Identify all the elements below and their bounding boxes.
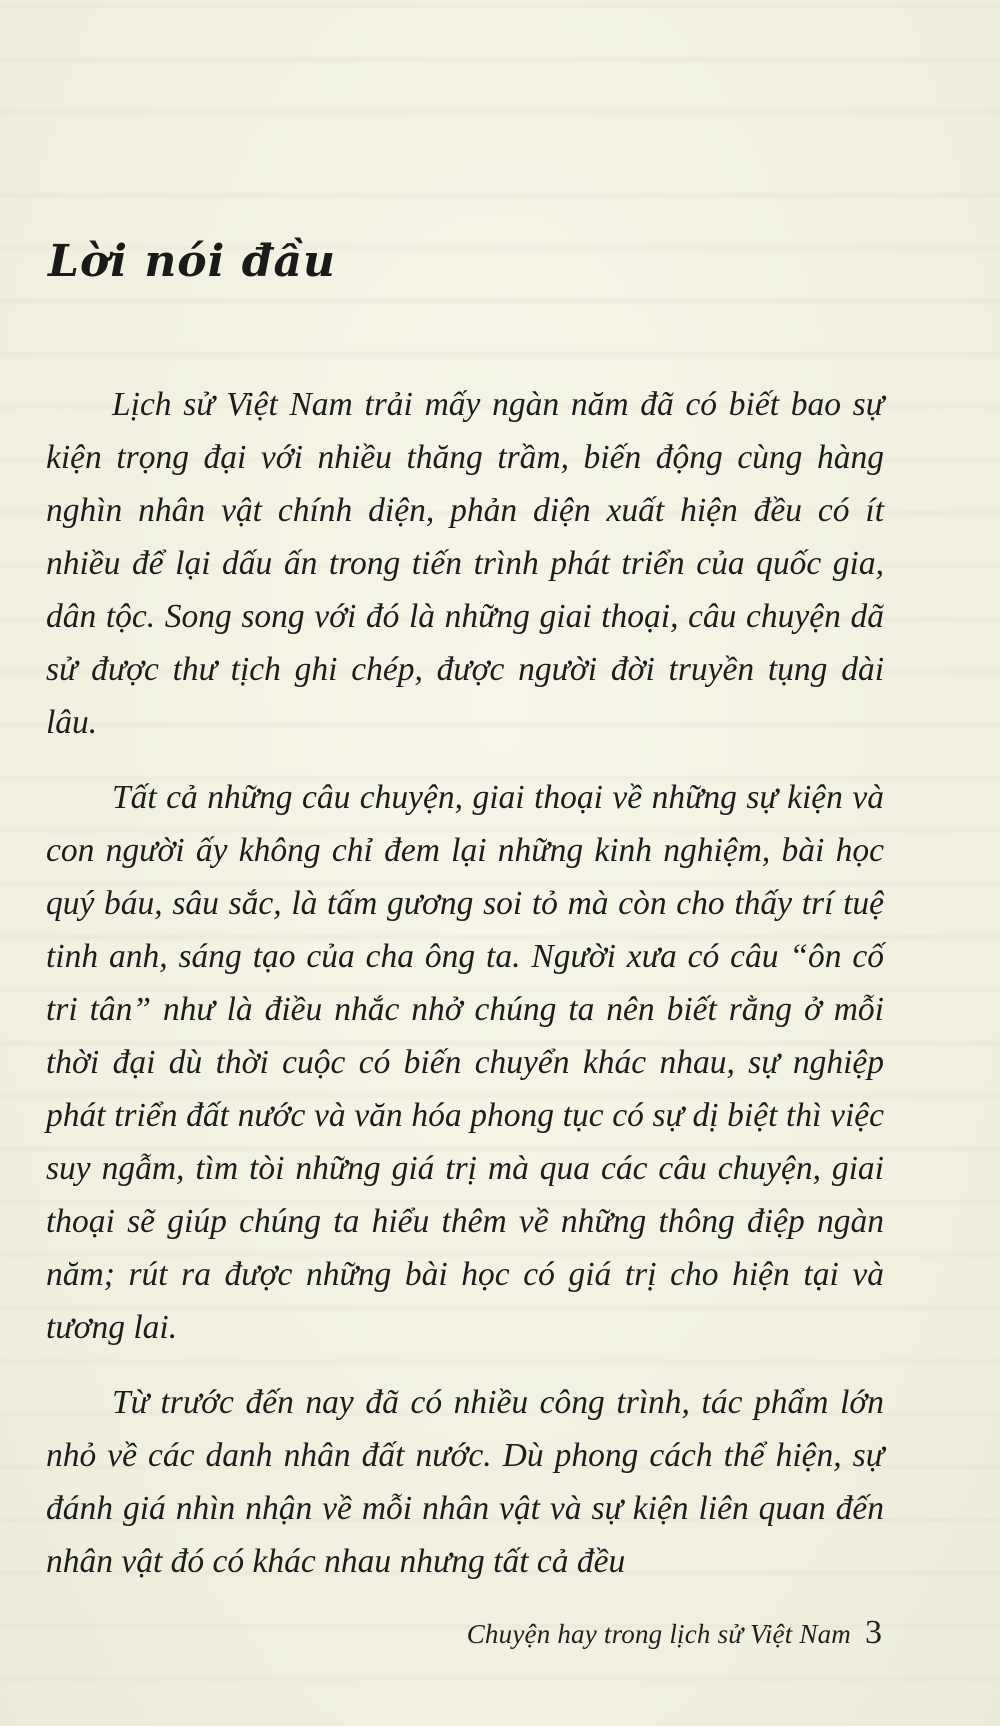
paragraph-3: Từ trước đến nay đã có nhiều công trình, tác phẩm lớn nhỏ về các danh nhân đất nước. Dù phong cách thể hiện, sự đánh giá nhìn nhận về mỗi nhân vật và sự kiện liên quan đến nhân vật đó có khác nhau nhưng tất cả đều	[46, 1384, 884, 1580]
running-title: Chuyện hay trong lịch sử Việt Nam	[466, 1619, 851, 1649]
page-number: 3	[865, 1614, 882, 1651]
page-footer	[467, 1614, 882, 1652]
page-title: Lời nói đầu	[48, 236, 336, 287]
paragraph-1: Lịch sử Việt Nam trải mấy ngàn năm đã có biết bao sự kiện trọng đại với nhiều thăng trầm, biến động cùng hàng nghìn nhân vật chính diện, phản diện xuất hiện đều có ít nhiều để lại dấu ấn trong tiến trình phát triển của quốc gia, dân tộc. Song song với đó là những giai thoại, câu chuyện dã sử được thư tịch ghi chép, được người đời truyền tụng dài lâu.	[46, 386, 884, 741]
body-text	[46, 378, 884, 1610]
paragraph-2: Tất cả những câu chuyện, giai thoại về những sự kiện và con người ấy không chỉ đem lại những kinh nghiệm, bài học quý báu, sâu sắc, là tấm gương soi tỏ mà còn cho thấy trí tuệ tinh anh, sáng tạo của cha ông ta. Người xưa có câu “ôn cố tri tân” như là điều nhắc nhở chúng ta nên biết rằng ở mỗi thời đại dù thời cuộc có biến chuyển khác nhau, sự nghiệp phát triển đất nước và văn hóa phong tục có sự dị biệt thì việc suy ngẫm, tìm tòi những giá trị mà qua các câu chuyện, giai thoại sẽ giúp chúng ta hiểu thêm về những thông điệp ngàn năm; rút ra được những bài học có giá trị cho hiện tại và tương lai.	[46, 779, 884, 1346]
